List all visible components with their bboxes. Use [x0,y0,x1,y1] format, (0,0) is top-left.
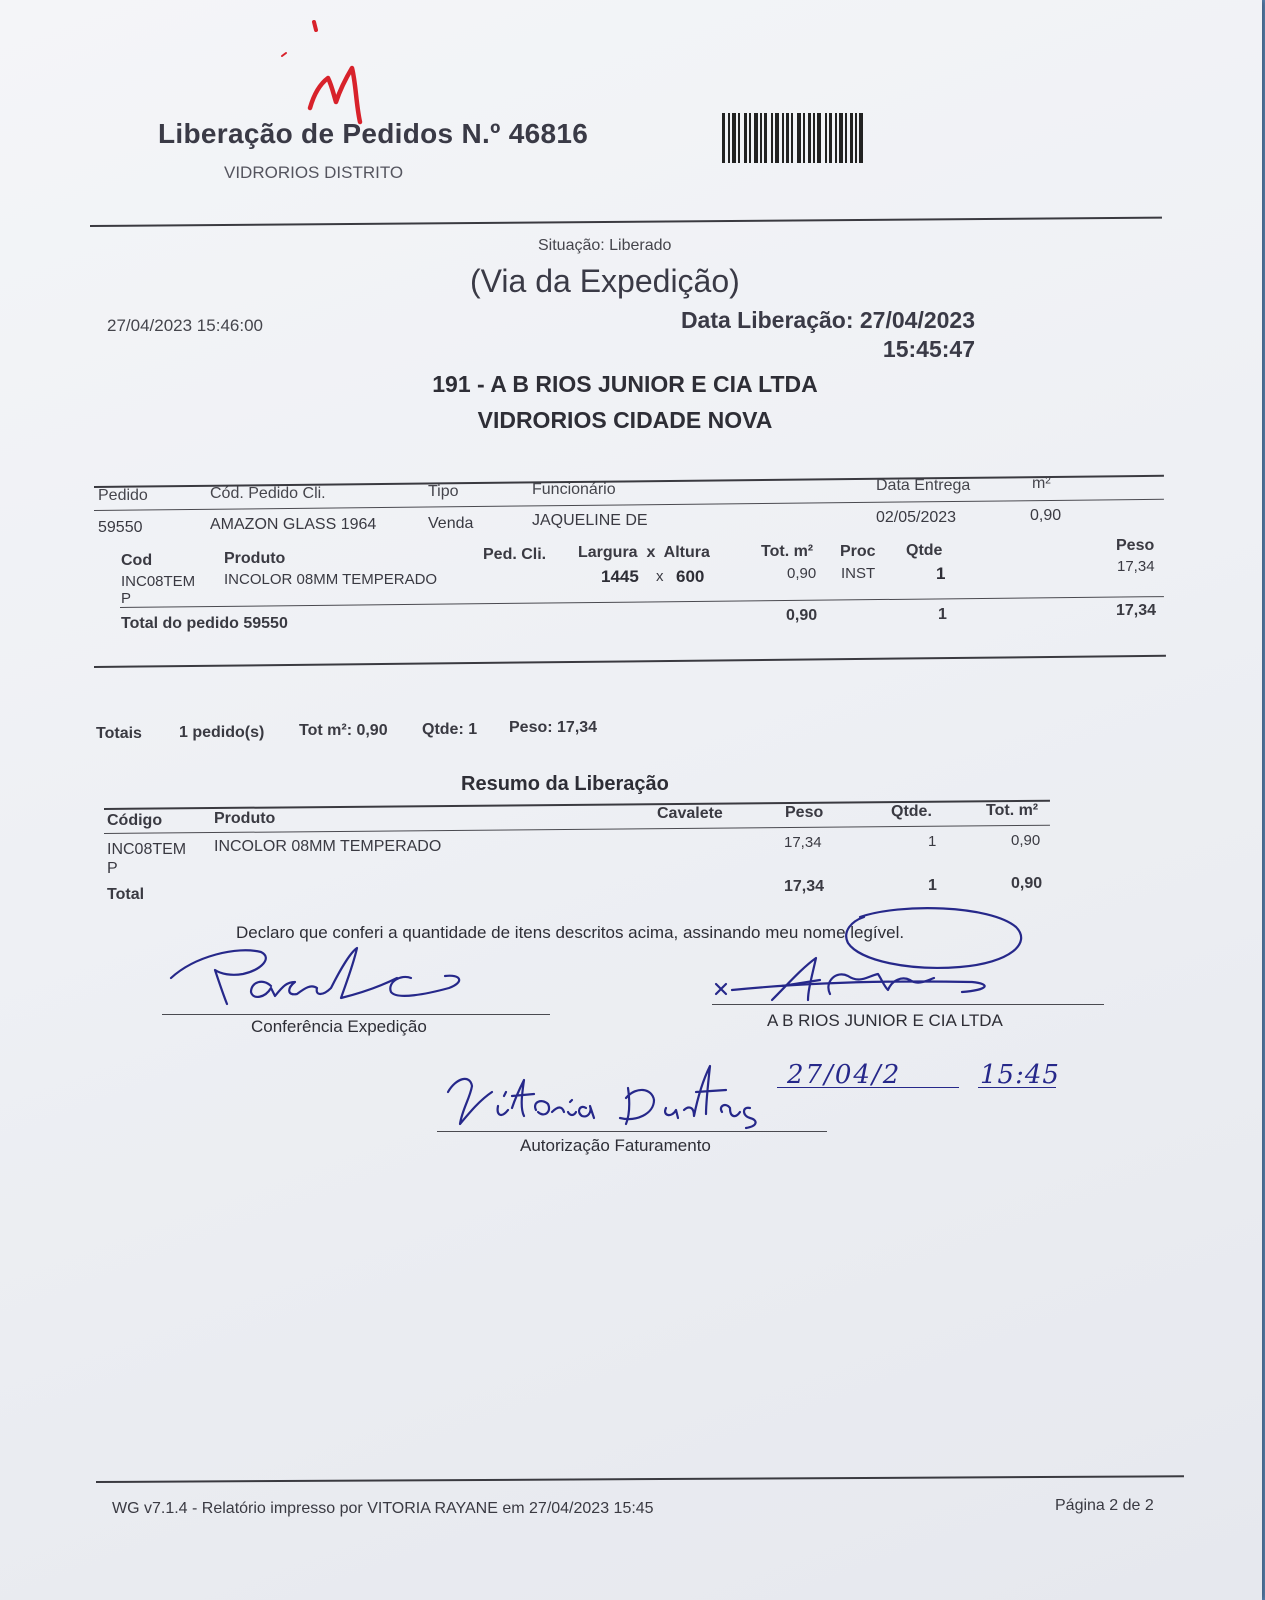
summary-qtde: 1 [928,833,937,850]
footer-print-info: WG v7.1.4 - Relatório impresso por VITORIA RAYANE em 27/04/2023 15:45 [112,1500,654,1517]
copy-type-title: (Via da Expedição) [470,263,740,299]
order-m2: 0,90 [1030,507,1062,524]
item-header-cod: Cod [121,552,153,569]
col-header-funcionario: Funcionário [532,481,616,498]
label-conferencia-expedicao: Conferência Expedição [251,1017,427,1036]
item-altura: 600 [676,567,705,586]
signature-conferencia [165,938,495,1018]
release-time: 15:45:47 [882,336,975,362]
company-subtitle: VIDRORIOS DISTRITO [224,163,404,182]
item-largura: 1445 [601,567,639,586]
summary-total-tot-m2: 0,90 [1011,875,1043,892]
print-datetime: 27/04/2023 15:46:00 [107,316,263,335]
order-tipo: Venda [428,515,474,532]
col-header-tipo: Tipo [428,483,459,500]
status-text: Situação: Liberado [538,237,672,254]
item-header-ped-cli: Ped. Cli. [483,546,547,563]
label-autorizacao-faturamento: Autorização Faturamento [520,1136,711,1155]
col-header-data-entrega: Data Entrega [876,477,971,494]
signature-line-company [712,1004,1104,1005]
summary-tot-m2: 0,90 [1011,832,1041,849]
col-header-cod-pedido-cli: Cód. Pedido Cli. [210,485,326,502]
summary-peso: 17,34 [784,834,822,851]
handwritten-time-underline [978,1087,1056,1088]
totals-qtde: Qtde: 1 [422,721,478,738]
footer-rule [96,1475,1184,1483]
order-total-qtde: 1 [938,606,947,623]
summary-total-qtde: 1 [928,877,937,894]
order-total-tot-m2: 0,90 [786,607,818,624]
summary-title: Resumo da Liberação [461,773,669,795]
handwritten-date: 27/04/2 [787,1060,902,1090]
signature-company [712,950,1012,1010]
label-company: A B RIOS JUNIOR E CIA LTDA [767,1011,1003,1030]
order-cod-pedido-cli: AMAZON GLASS 1964 [210,516,377,533]
item-cod-line1: INC08TEM [121,573,196,590]
declaration-text: Declaro que conferi a quantidade de itens descritos acima, assinando meu nome legível. [236,923,905,942]
item-header-peso: Peso [1116,537,1155,554]
order-total-label: Total do pedido 59550 [121,615,288,632]
header-divider [90,217,1162,227]
totals-pedidos: 1 pedido(s) [179,724,265,741]
order-total-rule [120,596,1164,608]
totals-tot-m2: Tot m²: 0,90 [299,722,388,739]
signature-autorizacao [440,1062,770,1140]
company-name: 191 - A B RIOS JUNIOR E CIA LTDA [432,371,818,397]
order-total-peso: 17,34 [1116,602,1157,619]
summary-codigo-line1: INC08TEM [107,841,187,858]
handwritten-time: 15:45 [980,1060,1060,1090]
totals-peso: Peso: 17,34 [509,719,598,736]
item-qtde: 1 [936,564,946,583]
item-peso: 17,34 [1117,558,1155,575]
item-header-tot-m2: Tot. m² [761,543,814,560]
item-cod [121,573,195,607]
order-table-bottom-rule [94,655,1166,668]
item-x: x [656,568,664,585]
release-date [560,306,975,364]
item-header-qtde: Qtde [906,542,943,559]
signature-line-conferencia [162,1014,550,1015]
item-produto: INCOLOR 08MM TEMPERADO [224,571,438,588]
document-title: Liberação de Pedidos N.º 46816 [158,118,589,149]
summary-total-label: Total [107,886,145,903]
summary-header-produto: Produto [214,810,276,827]
col-header-m2: m² [1032,475,1051,492]
summary-produto: INCOLOR 08MM TEMPERADO [214,838,442,855]
footer-page-number: Página 2 de 2 [1055,1497,1154,1514]
totals-label: Totais [96,725,142,742]
barcode-image [722,113,912,163]
summary-codigo [107,840,186,878]
release-date-label: Data Liberação: 27/04/2023 [680,307,975,333]
item-header-proc: Proc [840,543,876,560]
item-tot-m2: 0,90 [787,565,817,582]
order-data-entrega: 02/05/2023 [876,509,957,526]
summary-header-cavalete: Cavalete [657,805,723,822]
summary-header-tot-m2: Tot. m² [986,802,1039,819]
order-funcionario: JAQUELINE DE [532,512,648,529]
handwritten-date-underline [777,1087,959,1088]
signature-line-autorizacao [437,1131,827,1132]
item-cod-line2: P [121,590,132,607]
summary-header-qtde: Qtde. [891,803,932,820]
company-branch: VIDRORIOS CIDADE NOVA [477,407,773,433]
company-block [300,366,950,438]
summary-header-codigo: Código [107,812,163,829]
col-header-pedido: Pedido [98,487,148,504]
summary-header-peso: Peso [785,804,824,821]
summary-total-peso: 17,34 [784,878,825,895]
summary-codigo-line2: P [107,860,118,877]
item-proc: INST [841,565,876,582]
order-pedido: 59550 [98,519,143,536]
item-header-largura-altura: Largura x Altura [578,544,710,561]
item-header-produto: Produto [224,550,286,567]
